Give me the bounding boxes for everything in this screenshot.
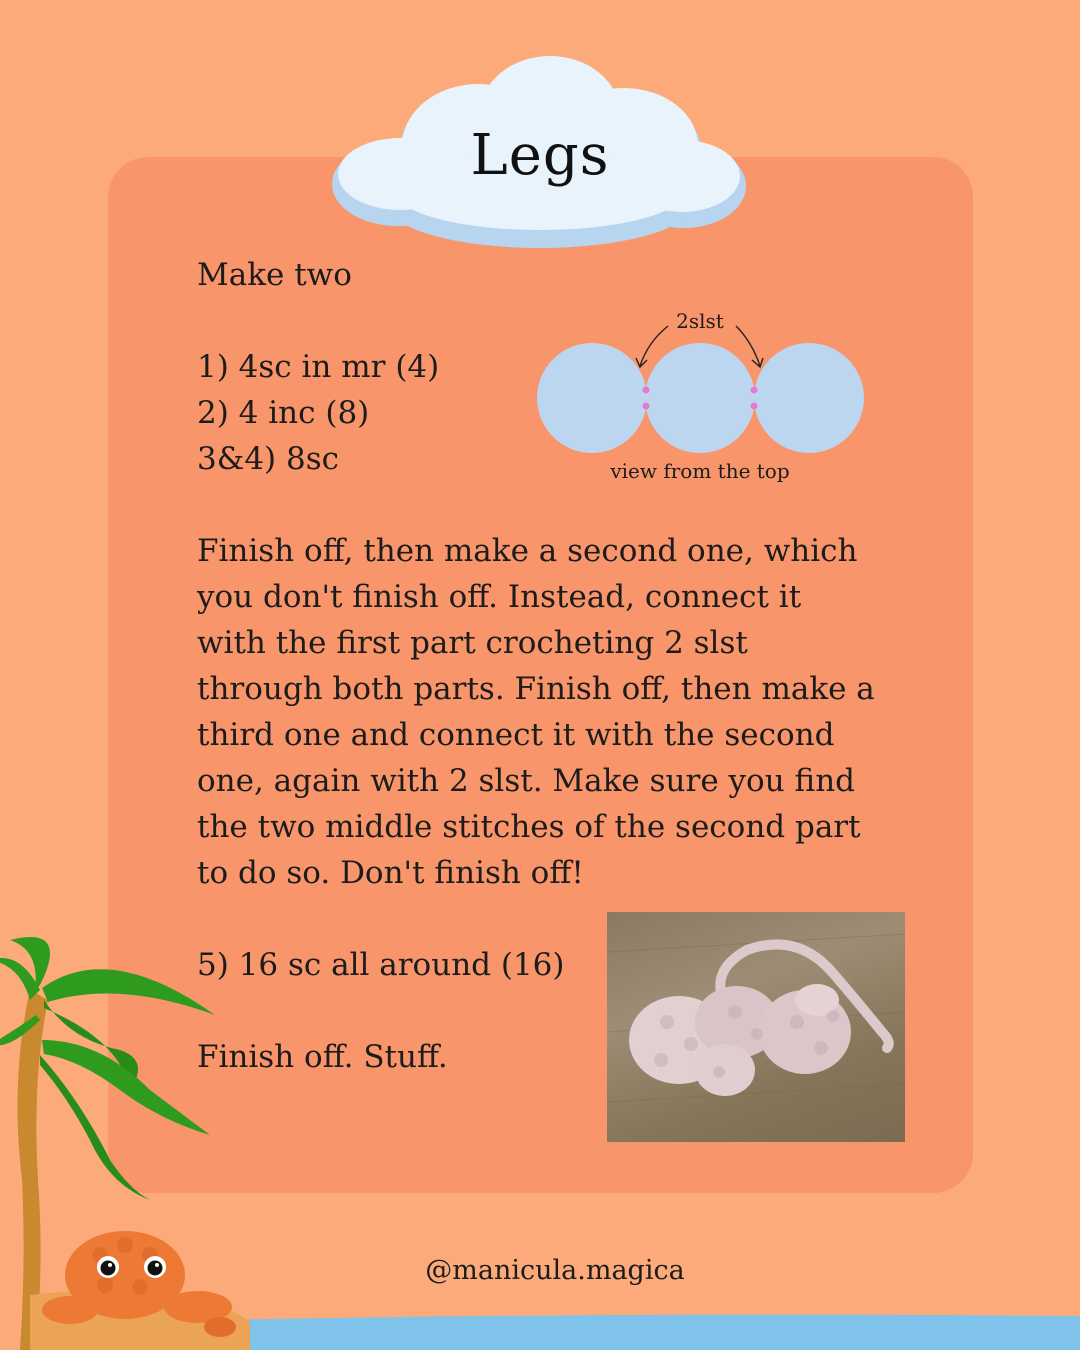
round-5: 5) 16 sc all around (16) [197,947,565,983]
leg-circle-3 [754,343,864,453]
finish-text: Finish off. Stuff. [197,1039,448,1075]
step-3-4: 3&4) 8sc [197,441,339,477]
diagram-caption: view from the top [610,459,790,483]
leg-circle-1 [537,343,647,453]
crochet-legs-photo [607,912,905,1142]
footer-handle: @manicula.magica [425,1255,685,1286]
stitch-dot [643,403,650,410]
instructions-paragraph: Finish off, then make a second one, which you don't finish off. Instead, connect it with the first part crocheting 2 slst through both parts. Finish off, then make a third one and connect it with the second one, again with 2 slst. Make sure you find the two middle stitches of the second part to do so. Don't finish off! [197,533,875,891]
stitch-dot [751,403,758,410]
leg-connection-diagram [530,300,875,495]
page-title: Legs [470,123,610,188]
stitch-dot [643,387,650,394]
diagram-top-label: 2slst [676,309,724,333]
leg-circle-2 [645,343,755,453]
make-two-text: Make two [197,257,352,293]
step-2: 2) 4 inc (8) [197,395,370,431]
stitch-dot [751,387,758,394]
step-1: 1) 4sc in mr (4) [197,349,440,385]
